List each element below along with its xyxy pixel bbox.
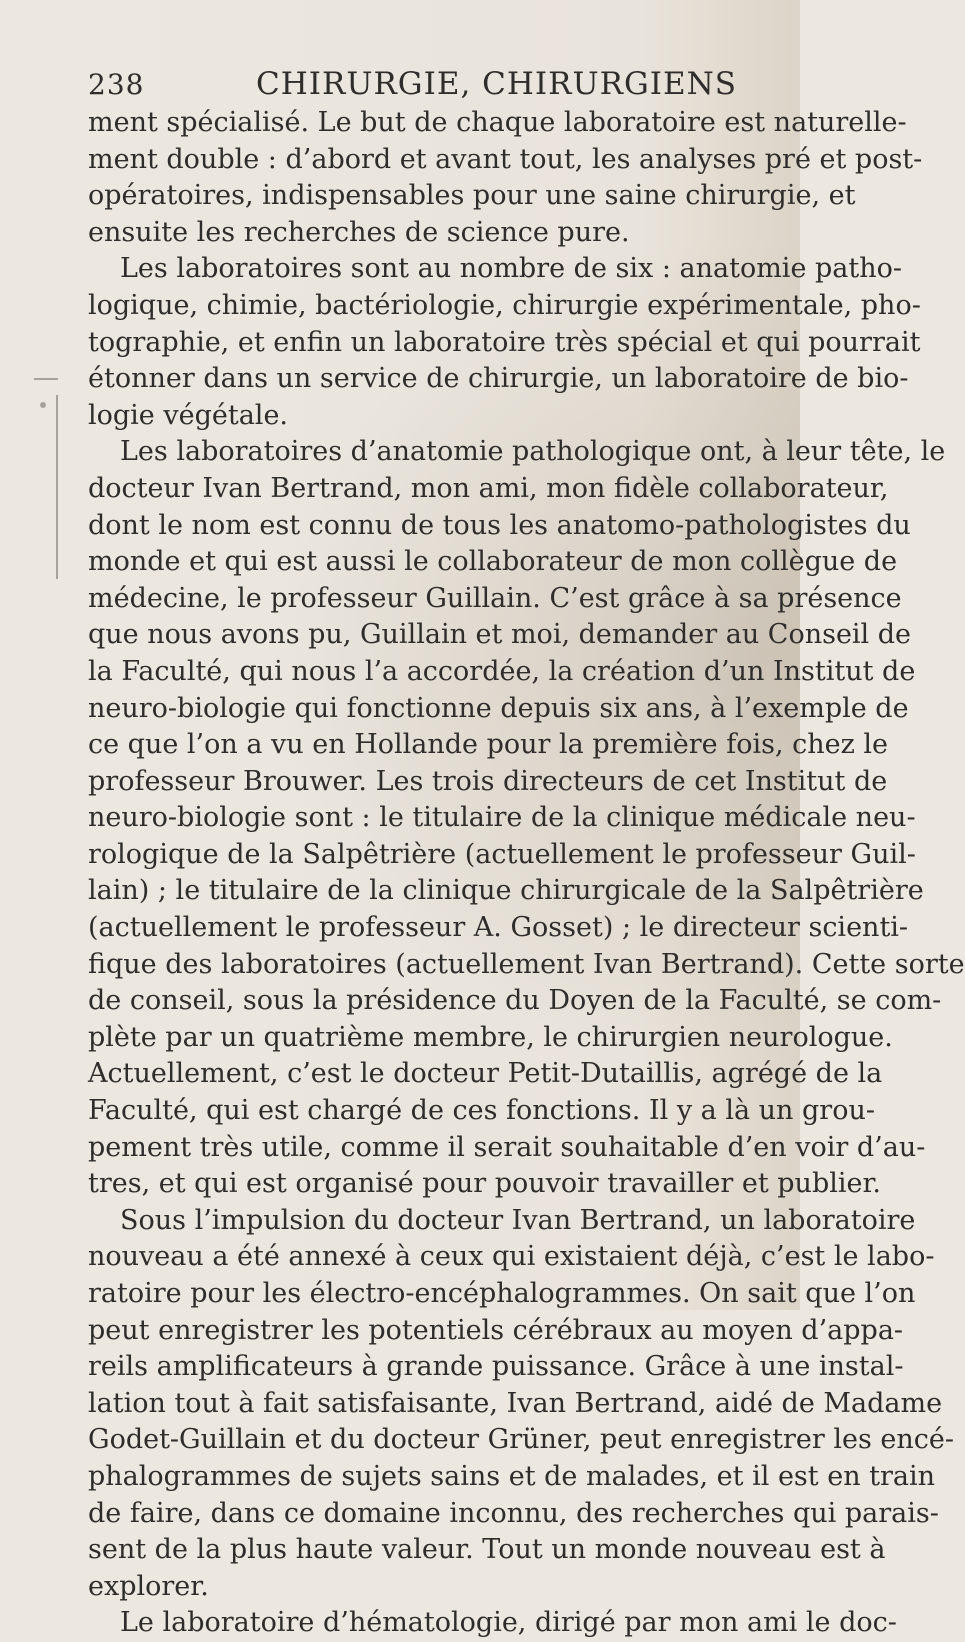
text-line: docteur Ivan Bertrand, mon ami, mon fidèle collaborateur, (88, 472, 889, 504)
margin-vertical-line (56, 395, 70, 579)
text-line: rologique de la Salpêtrière (actuellement le professeur Guil- (88, 838, 916, 870)
text-line: lation tout à fait satisfaisante, Ivan Bertrand, aidé de Madame (88, 1387, 943, 1419)
text-line: ment spécialisé. Le but de chaque laboratoire est naturelle- (88, 107, 907, 138)
text-line: pement très utile, comme il serait souhaitable d’en voir d’au- (88, 1131, 926, 1163)
page-number: 238 (88, 68, 145, 101)
text-line: de conseil, sous la présidence du Doyen de la Faculté, se com- (88, 985, 942, 1017)
page-header (88, 62, 760, 106)
text-line: phalogrammes de sujets sains et de malades, et il est en train (88, 1460, 936, 1492)
text-line: professeur Brouwer. Les trois directeurs de cet Institut de (88, 765, 888, 797)
text-line: tres, et qui est organisé pour pouvoir travailler et publier. (88, 1168, 882, 1200)
text-line: opératoires, indispensables pour une saine chirurgie, et (88, 180, 856, 212)
text-line: neuro-biologie qui fonctionne depuis six ans, à l’exemple de (88, 692, 909, 724)
text-line: (actuellement le professeur A. Gosset) ; le directeur scienti- (88, 912, 909, 944)
text-line: ment double : d’abord et avant tout, les analyses pré et post- (88, 143, 923, 175)
text-line: ce que l’on a vu en Hollande pour la première fois, chez le (88, 729, 889, 761)
text-line: sent de la plus haute valeur. Tout un monde nouveau est à (88, 1534, 886, 1566)
text-line: Actuellement, c’est le docteur Petit-Dutaillis, agrégé de la (88, 1058, 883, 1090)
text-line: logie végétale. (88, 399, 289, 431)
text-line: fique des laboratoires (actuellement Ivan Bertrand). Cette sorte (88, 948, 965, 980)
paragraph-start-line: Les laboratoires sont au nombre de six : anatomie patho- (120, 253, 902, 285)
margin-pencil-mark (34, 378, 58, 380)
text-line: reils amplificateurs à grande puissance. Grâce à une instal- (88, 1351, 904, 1383)
text-line: lain) ; le titulaire de la clinique chirurgicale de la Salpêtrière (88, 875, 924, 907)
paragraph-start-line: Sous l’impulsion du docteur Ivan Bertrand, un laboratoire (120, 1204, 916, 1236)
text-line: que nous avons pu, Guillain et moi, demander au Conseil de (88, 619, 912, 651)
text-line: ensuite les recherches de science pure. (88, 216, 630, 248)
paragraph-start-line: Le laboratoire d’hématologie, dirigé par mon ami le doc- (120, 1607, 897, 1639)
text-line: médecine, le professeur Guillain. C’est grâce à sa présence (88, 582, 902, 614)
text-line: dont le nom est connu de tous les anatomo-pathologistes du (88, 509, 911, 541)
running-head: CHIRURGIE, CHIRURGIENS (256, 66, 737, 102)
text-line: Godet-Guillain et du docteur Grüner, peut enregistrer les encé- (88, 1424, 954, 1456)
text-line: logique, chimie, bactériologie, chirurgie expérimentale, pho- (88, 289, 921, 321)
text-line: explorer. (88, 1570, 209, 1602)
paragraph-start-line: Les laboratoires d’anatomie pathologique ont, à leur tête, le (120, 436, 946, 468)
margin-ink-dot (40, 402, 46, 408)
text-line: la Faculté, qui nous l’a accordée, la création d’un Institut de (88, 655, 916, 687)
text-line: nouveau a été annexé à ceux qui existaient déjà, c’est le labo- (88, 1241, 935, 1273)
text-line: ratoire pour les électro-encéphalogrammes. On sait que l’on (88, 1278, 916, 1309)
text-line: monde et qui est aussi le collaborateur de mon collègue de (88, 546, 898, 578)
text-line: étonner dans un service de chirurgie, un laboratoire de bio- (88, 363, 909, 395)
text-line: neuro-biologie sont : le titulaire de la clinique médicale neu- (88, 802, 916, 834)
body-text (88, 105, 965, 1642)
text-line: plète par un quatrième membre, le chirurgien neurologue. (88, 1021, 893, 1053)
text-line: Faculté, qui est chargé de ces fonctions. Il y a là un grou- (88, 1095, 875, 1127)
text-line: peut enregistrer les potentiels cérébraux au moyen d’appa- (88, 1314, 904, 1346)
text-line: tographie, et enfin un laboratoire très spécial et qui pourrait (88, 326, 921, 358)
text-line: de faire, dans ce domaine inconnu, des recherches qui parais- (88, 1497, 939, 1529)
